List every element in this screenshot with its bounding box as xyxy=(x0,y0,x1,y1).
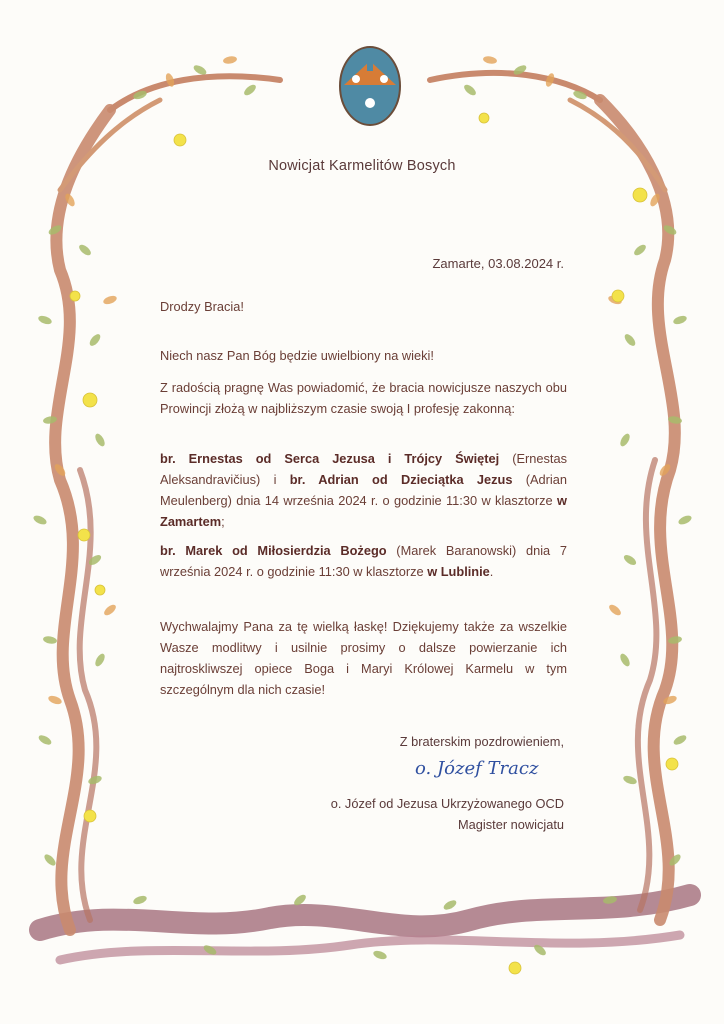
profession-item-zamarte xyxy=(160,448,567,532)
left-trunk xyxy=(55,110,110,930)
letter-date: Zamarte, 03.08.2024 r. xyxy=(432,256,564,271)
signer-name: o. Józef od Jezusa Ukrzyżowanego OCD xyxy=(330,796,564,811)
brother-ernestas-details: (Ernestas Aleksandravičius) i xyxy=(160,451,567,487)
closing-salutation: Z braterskim pozdrowieniem, xyxy=(399,734,564,749)
item1-end: ; xyxy=(221,514,225,529)
brother-adrian-name: br. Adrian od Dzieciątka Jezus xyxy=(289,472,513,487)
signer-role: Magister nowicjatu xyxy=(458,817,564,832)
item2-end: . xyxy=(489,564,494,579)
handwritten-signature: o. Józef Tracz xyxy=(415,758,539,779)
profession-item-lublin xyxy=(160,540,567,582)
greeting: Drodzy Bracia! xyxy=(160,299,244,314)
place-lublin: w Lublinie xyxy=(427,564,490,579)
brother-ernestas-name: br. Ernestas od Serca Jezusa i Trójcy Świętej xyxy=(160,451,500,466)
right-trunk xyxy=(600,100,675,920)
thanks-paragraph: Wychwalajmy Pana za tę wielką łaskę! Dziękujemy także za wszelkie Wasze modlitwy i usilnie prosimy o dalsze powierzanie ich najtroskliwszej opiece Boga i Maryi Królowej Karmelu w tym szczególnym dla nich czasie! xyxy=(160,619,567,697)
carmelite-coat-of-arms-icon xyxy=(338,45,402,127)
brother-adrian-details: (Adrian Meulenberg) dnia 14 września 2024 r. o godzinie 11:30 w klasztorze xyxy=(160,472,567,508)
intro-paragraph: Z radością pragnę Was powiadomić, że bracia nowicjusze naszych obu Prowincji złożą w najbliższym czasie swoją I profesję zakonną: xyxy=(160,380,567,416)
brother-marek-details: (Marek Baranowski) dnia 7 września 2024 r. o godzinie 11:30 w klasztorze xyxy=(160,543,567,579)
praise-line: Niech nasz Pan Bóg będzie uwielbiony na wieki! xyxy=(160,348,434,363)
brother-marek-name: br. Marek od Miłosierdzia Bożego xyxy=(160,543,387,558)
organization-title: Nowicjat Karmelitów Bosych xyxy=(268,158,456,174)
place-zamarte: w Zamartem xyxy=(160,493,567,529)
